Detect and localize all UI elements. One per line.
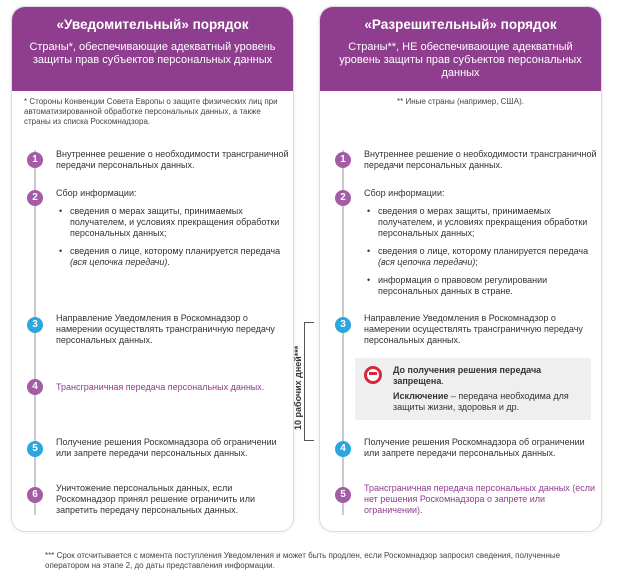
left-step-5: Получение решения Роскомнадзора об ограничении или запрете передачи персональных данных. (56, 437, 277, 458)
left-step-5-number: 5 (27, 441, 43, 457)
right-step-2 (364, 188, 598, 304)
right-step-1: Внутреннее решение о необходимости трансграничной передачи персональных данных. (364, 149, 597, 170)
left-step-4-number: 4 (27, 379, 43, 395)
exception-text: Исключение – передача необходима для защиты жизни, здоровья и др. (393, 391, 569, 412)
right-bullet-recipient-info: • сведения о лице, которому планируется передача (вся цепочка передачи); (364, 246, 598, 268)
right-step-3-number: 3 (335, 317, 351, 333)
prohibited-icon (364, 366, 382, 384)
period-bracket (304, 322, 314, 441)
left-step-1-number: 1 (27, 152, 43, 168)
right-step-2-label: Сбор информации: (364, 188, 445, 198)
left-step-3: Направление Уведомления в Роскомнадзор о намерении осуществлять трансграничную передачу персональных данных. (56, 313, 275, 345)
left-step-1: Внутреннее решение о необходимости трансграничной передачи персональных данных. (56, 149, 289, 170)
right-panel-permission-procedure (319, 6, 602, 532)
right-panel-title: «Разрешительный» порядок (364, 17, 557, 32)
right-step-5: Трансграничная передача персональных данных (если нет решения Роскомнадзора о запрете или ограничении). (364, 483, 596, 515)
left-panel-header (12, 7, 293, 91)
right-step-2-bullets (364, 206, 598, 297)
left-panel-subtitle: Страны*, обеспечивающие адекватный уровень защиты прав субъектов персональных данных (29, 41, 276, 66)
left-step-6: Уничтожение персональных данных, если Роскомнадзор принял решение ограничить или запретить передачу персональных данных. (56, 483, 255, 515)
left-bullet-protection-measures: • сведения о мерах защиты, принимаемых получателем, и условиях прекращения обработки персональных данных; (56, 206, 290, 239)
right-bullet-legal-regulation: • информация о правовом регулировании персональных данных в стране. (364, 275, 598, 297)
left-panel-title: «Уведомительный» порядок (56, 17, 249, 32)
right-panel-subtitle: Страны**, НЕ обеспечивающие адекватный уровень защиты прав субъектов персональных данных (339, 41, 582, 79)
left-step-6-number: 6 (27, 487, 43, 503)
right-step-4-number: 4 (335, 441, 351, 457)
right-bullet-protection-measures: • сведения о мерах защиты, принимаемых получателем, и условиях прекращения обработки персональных данных; (364, 206, 598, 239)
right-step-1-number: 1 (335, 152, 351, 168)
left-step-2-number: 2 (27, 190, 43, 206)
right-panel-footnote-countries: ** Иные страны (например, США). (397, 97, 524, 106)
left-step-3-number: 3 (27, 317, 43, 333)
left-step-2-bullets (56, 206, 290, 268)
left-panel-notification-procedure (11, 6, 294, 532)
period-label: 10 рабочих дней*** (293, 345, 303, 430)
left-bullet-recipient-info: • сведения о лице, которому планируется передача (вся цепочка передачи). (56, 246, 290, 268)
right-step-4: Получение решения Роскомнадзора об ограничении или запрете передачи персональных данных. (364, 437, 585, 458)
prohibit-title: До получения решения передача запрещена. (393, 365, 542, 386)
right-panel-header (320, 7, 601, 91)
footnote-period-extension: *** Срок отсчитывается с момента поступления Уведомления и может быть продлен, если Роскомнадзор запросил сведения, полученные оператором на этапе 2, до даты представления информации. (45, 551, 561, 570)
transfer-prohibited-notice (355, 358, 591, 420)
right-step-3: Направление Уведомления в Роскомнадзор о намерении осуществлять трансграничную передачу персональных данных. (364, 313, 583, 345)
right-step-5-number: 5 (335, 487, 351, 503)
right-step-2-number: 2 (335, 190, 351, 206)
left-step-2 (56, 188, 290, 275)
left-step-2-label: Сбор информации: (56, 188, 137, 198)
left-panel-footnote-countries: * Стороны Конвенции Совета Европы о защите физических лиц при автоматизированной обработке персональных данных, а также страны из списка Роскомнадзора. (24, 97, 278, 126)
left-step-4: Трансграничная передача персональных данных. (56, 382, 265, 392)
